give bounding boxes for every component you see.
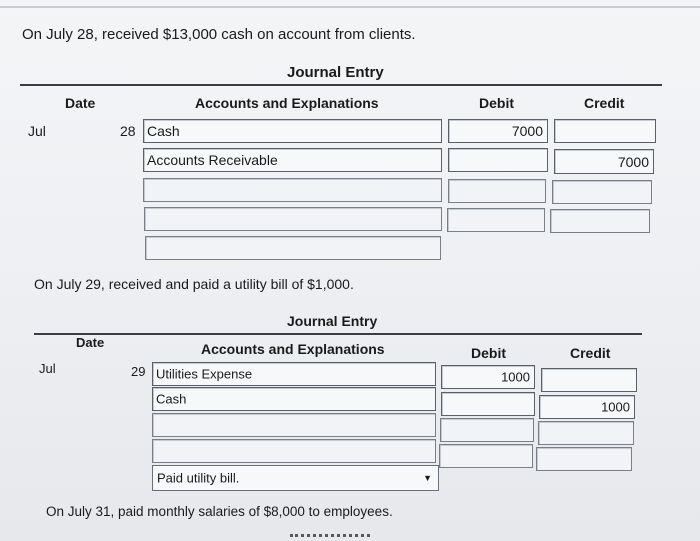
- account-field[interactable]: [143, 119, 442, 143]
- debit-field[interactable]: [439, 444, 533, 468]
- transaction-prompt-1: On July 28, received $13,000 cash on account from clients.: [22, 26, 416, 43]
- journal-entry-title-3-cutoff: [290, 534, 370, 541]
- credit-value: 7000: [617, 153, 649, 170]
- account-field[interactable]: [143, 178, 442, 202]
- credit-field[interactable]: [552, 180, 652, 204]
- credit-field[interactable]: [550, 209, 650, 233]
- debit-field[interactable]: [448, 148, 548, 172]
- debit-value: 1000: [501, 369, 530, 385]
- credit-field[interactable]: [554, 149, 654, 174]
- journal-header-rule-1: [20, 84, 662, 86]
- account-value: Cash: [156, 391, 187, 407]
- accounts-header-2: Accounts and Explanations: [201, 341, 385, 357]
- top-border: [0, 6, 700, 8]
- debit-field[interactable]: [441, 392, 535, 416]
- date-day-2: 29: [131, 364, 146, 379]
- credit-field[interactable]: [541, 368, 637, 392]
- credit-field[interactable]: [554, 119, 656, 143]
- debit-field[interactable]: [448, 119, 548, 143]
- debit-value: 7000: [511, 123, 543, 139]
- date-header-1: Date: [65, 95, 96, 111]
- credit-value: 1000: [601, 399, 630, 415]
- date-month-2: Jul: [39, 361, 56, 376]
- journal-entry-title-1: Journal Entry: [287, 64, 384, 81]
- account-field[interactable]: [145, 236, 441, 260]
- accounts-header-1: Accounts and Explanations: [195, 95, 379, 111]
- transaction-prompt-3: On July 31, paid monthly salaries of $8,000 to employees.: [46, 504, 393, 519]
- explanation-dropdown[interactable]: [152, 465, 439, 491]
- account-value: Cash: [147, 123, 180, 139]
- account-field[interactable]: [152, 362, 436, 386]
- debit-header-1: Debit: [479, 95, 514, 111]
- credit-header-2: Credit: [570, 345, 611, 361]
- credit-header-1: Credit: [584, 95, 625, 111]
- date-month-1: Jul: [28, 123, 46, 139]
- account-field[interactable]: [152, 413, 436, 437]
- date-day-1: 28: [120, 123, 136, 139]
- debit-header-2: Debit: [471, 345, 506, 361]
- debit-field[interactable]: [447, 208, 545, 232]
- explanation-value: Paid utility bill.: [157, 470, 240, 486]
- date-header-2: Date: [76, 335, 105, 350]
- account-value: Utilities Expense: [156, 366, 253, 382]
- credit-field[interactable]: [539, 395, 635, 419]
- debit-field[interactable]: [448, 179, 546, 203]
- account-field[interactable]: [143, 148, 442, 172]
- dropdown-arrow-icon[interactable]: ▼: [423, 473, 432, 483]
- account-value: Accounts Receivable: [147, 152, 278, 168]
- account-field[interactable]: [152, 439, 436, 463]
- credit-field[interactable]: [536, 447, 632, 471]
- debit-field[interactable]: [440, 418, 534, 442]
- account-field[interactable]: [152, 387, 436, 411]
- account-field[interactable]: [144, 207, 442, 231]
- credit-field[interactable]: [538, 421, 634, 445]
- transaction-prompt-2: On July 29, received and paid a utility bill of $1,000.: [34, 276, 354, 292]
- journal-entry-title-2: Journal Entry: [287, 313, 378, 329]
- journal-header-rule-2: [34, 333, 642, 335]
- debit-field[interactable]: [441, 365, 535, 389]
